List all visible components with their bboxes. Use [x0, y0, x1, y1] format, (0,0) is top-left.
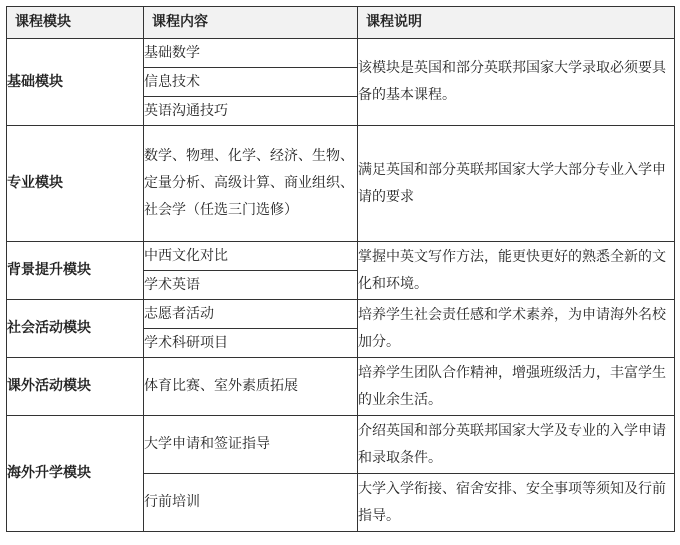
- module-description: 介绍英国和部分英联邦国家大学及专业的入学申请和录取条件。: [358, 416, 675, 474]
- module-name: 课外活动模块: [7, 358, 144, 416]
- course-table: [6, 6, 675, 532]
- course-item: 学术英语: [144, 271, 358, 300]
- course-item: 学术科研项目: [144, 329, 358, 358]
- course-item: 中西文化对比: [144, 242, 358, 271]
- module-name: 专业模块: [7, 126, 144, 242]
- module-description: 该模块是英国和部分英联邦国家大学录取必须要具备的基本课程。: [358, 39, 675, 126]
- header-module: 课程模块: [7, 7, 144, 39]
- table-row: [7, 39, 675, 68]
- table-row: [7, 126, 675, 242]
- table-row: [7, 300, 675, 329]
- course-item: 英语沟通技巧: [144, 97, 358, 126]
- module-name: 海外升学模块: [7, 416, 144, 532]
- module-description: 掌握中英文写作方法，能更快更好的熟悉全新的文化和环境。: [358, 242, 675, 300]
- course-item: 志愿者活动: [144, 300, 358, 329]
- module-description: 培养学生团队合作精神，增强班级活力，丰富学生的业余生活。: [358, 358, 675, 416]
- header-content: 课程内容: [144, 7, 358, 39]
- course-item: 大学申请和签证指导: [144, 416, 358, 474]
- course-item: 体育比赛、室外素质拓展: [144, 358, 358, 416]
- table-header-row: [7, 7, 675, 39]
- module-name: 社会活动模块: [7, 300, 144, 358]
- module-name: 基础模块: [7, 39, 144, 126]
- module-description: 大学入学衔接、宿舍安排、安全事项等须知及行前指导。: [358, 474, 675, 532]
- table-row: [7, 358, 675, 416]
- table-row: [7, 242, 675, 271]
- module-name: 背景提升模块: [7, 242, 144, 300]
- module-description: 培养学生社会责任感和学术素养，为申请海外名校加分。: [358, 300, 675, 358]
- course-item: 行前培训: [144, 474, 358, 532]
- header-description: 课程说明: [358, 7, 675, 39]
- course-item: 基础数学: [144, 39, 358, 68]
- course-item: 数学、物理、化学、经济、生物、定量分析、高级计算、商业组织、社会学（任选三门选修）: [144, 126, 358, 242]
- course-item: 信息技术: [144, 68, 358, 97]
- module-description: 满足英国和部分英联邦国家大学大部分专业入学申请的要求: [358, 126, 675, 242]
- table-row: [7, 416, 675, 474]
